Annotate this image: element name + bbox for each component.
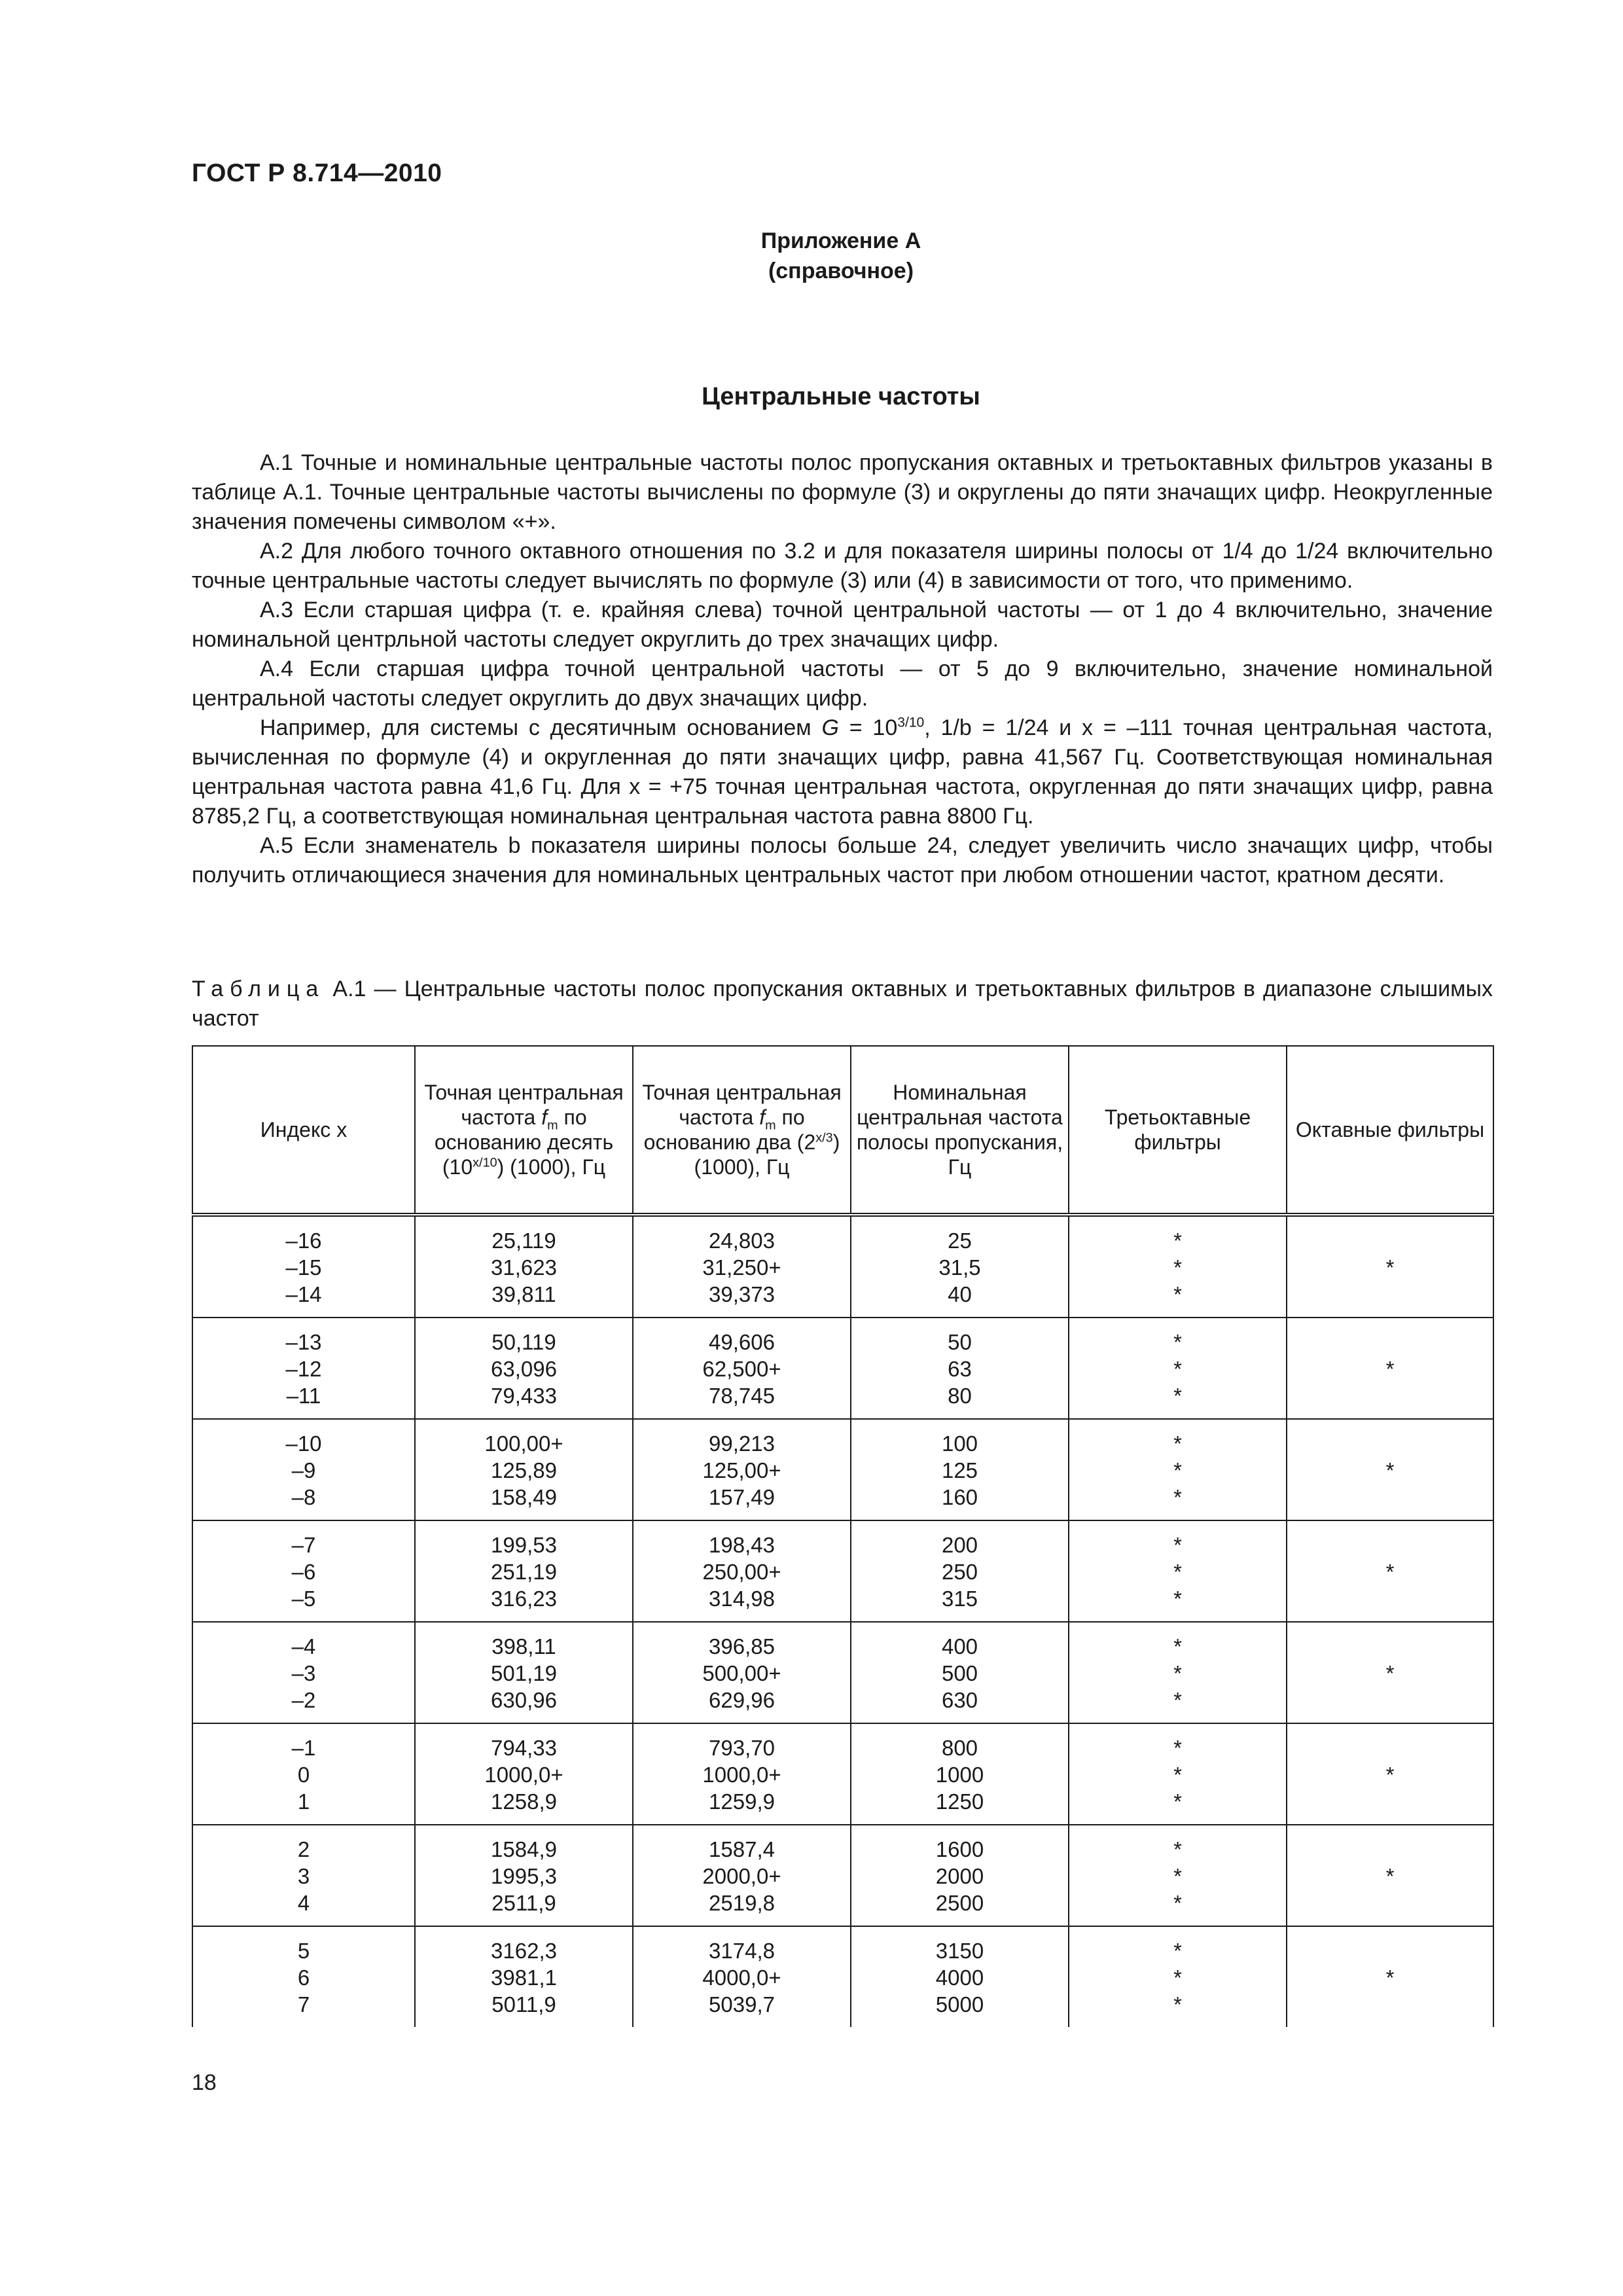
example-text-3: , 1/b = 1/24 и x = –111 точная центральная частота, вычисленная по формуле (4) и округленная до пяти значащих цифр, равна 41,567 Гц. Соответствующая номинальная центральная частота равна 41,6 Гц. Для x = +75 точная центральная частота, округленная до пяти значащих цифр, равна 8785,2 Гц, а соответствующая номинальная центральная частота равна 8800 Гц.	[192, 715, 1493, 829]
index-cell-value: –7	[291, 1533, 316, 1557]
nominal-cell-value: 3150	[935, 1939, 984, 1963]
base2-cell-value: 3174,8	[709, 1939, 775, 1963]
paragraph-a4: А.4 Если старшая цифра точной центральной частоты — от 5 до 9 включительно, значение номинальной центральной частоты следует округлить до двух значащих цифр.	[192, 656, 1493, 711]
third-octave-cell	[1069, 1419, 1287, 1520]
nominal-cell-value: 250	[941, 1560, 978, 1584]
base10-cell-value: 63,096	[491, 1357, 557, 1381]
table-row	[192, 1318, 1493, 1419]
third-octave-cell-value: *	[1173, 1587, 1182, 1611]
octave-cell: *	[1287, 1622, 1493, 1723]
base10-cell	[415, 1318, 633, 1419]
base10-cell-value: 1000,0+	[484, 1763, 563, 1787]
index-cell-value: 5	[297, 1939, 310, 1963]
index-cell-value: –12	[285, 1357, 322, 1381]
base2-cell	[633, 1419, 851, 1520]
base10-cell-value: 1995,3	[491, 1864, 557, 1888]
table-caption	[192, 975, 1493, 1033]
octave-cell: *	[1287, 1723, 1493, 1825]
nominal-cell	[851, 1825, 1069, 1926]
base2-cell-value: 793,70	[709, 1736, 775, 1760]
octave-cell: *	[1287, 1825, 1493, 1926]
third-octave-cell-value: *	[1173, 1229, 1182, 1253]
third-octave-cell-value: *	[1173, 1965, 1182, 1990]
third-octave-cell-value: *	[1173, 1864, 1182, 1888]
base10-cell	[415, 1723, 633, 1825]
base2-cell-value: 62,500+	[702, 1357, 781, 1381]
index-cell	[192, 1215, 415, 1318]
index-cell-value: –3	[291, 1661, 316, 1685]
nominal-cell	[851, 1215, 1069, 1318]
base10-cell-value: 316,23	[491, 1587, 557, 1611]
nominal-cell	[851, 1419, 1069, 1520]
index-cell-value: 0	[297, 1763, 310, 1787]
base2-cell-value: 1259,9	[709, 1789, 775, 1814]
octave-cell: *	[1287, 1520, 1493, 1622]
base2-cell-value: 314,98	[709, 1587, 775, 1611]
appendix-heading	[0, 226, 1623, 286]
third-octave-cell-value: *	[1173, 1431, 1182, 1456]
third-octave-cell-value: *	[1173, 1533, 1182, 1557]
nominal-cell-value: 125	[941, 1458, 978, 1482]
base2-cell-value: 39,373	[709, 1282, 775, 1306]
base2-cell-value: 198,43	[709, 1533, 775, 1557]
index-cell-value: 6	[297, 1965, 310, 1990]
base2-cell-value: 4000,0+	[702, 1965, 781, 1990]
nominal-cell-value: 2500	[935, 1891, 984, 1915]
nominal-cell-value: 5000	[935, 1992, 984, 2017]
third-octave-cell-value: *	[1173, 1384, 1182, 1408]
base2-cell	[633, 1318, 851, 1419]
nominal-cell-value: 50	[948, 1330, 972, 1354]
third-octave-cell-value: *	[1173, 1282, 1182, 1306]
base10-cell-value: 158,49	[491, 1485, 557, 1509]
base2-cell	[633, 1520, 851, 1622]
third-octave-cell	[1069, 1622, 1287, 1723]
frequency-table	[192, 1045, 1494, 2027]
nominal-cell-value: 2000	[935, 1864, 984, 1888]
header-nominal: Номинальная центральная частота полосы пропускания, Гц	[851, 1046, 1069, 1215]
table-header-row	[192, 1046, 1493, 1215]
nominal-cell-value: 1000	[935, 1763, 984, 1787]
nominal-cell-value: 80	[948, 1384, 972, 1408]
base10-cell-value: 1584,9	[491, 1837, 557, 1861]
nominal-cell	[851, 1318, 1069, 1419]
base10-cell	[415, 1520, 633, 1622]
third-octave-cell-value: *	[1173, 1992, 1182, 2017]
base10-cell-value: 39,811	[491, 1282, 556, 1306]
base10-cell	[415, 1215, 633, 1318]
nominal-cell-value: 800	[941, 1736, 978, 1760]
nominal-cell-value: 400	[941, 1634, 978, 1659]
index-cell	[192, 1926, 415, 2027]
base10-cell-value: 251,19	[491, 1560, 557, 1584]
base2-cell-value: 1587,4	[709, 1837, 775, 1861]
base2-cell	[633, 1622, 851, 1723]
nominal-cell-value: 100	[941, 1431, 978, 1456]
index-cell-value: 4	[297, 1891, 310, 1915]
octave-cell: *	[1287, 1419, 1493, 1520]
base2-cell-value: 396,85	[709, 1634, 775, 1659]
base10-cell-value: 2511,9	[491, 1891, 556, 1915]
third-octave-cell-value: *	[1173, 1939, 1182, 1963]
third-octave-cell-value: *	[1173, 1458, 1182, 1482]
document-code: ГОСТ Р 8.714—2010	[192, 159, 442, 187]
base2-cell-value: 629,96	[709, 1688, 775, 1712]
nominal-cell-value: 200	[941, 1533, 978, 1557]
index-cell-value: –9	[291, 1458, 316, 1482]
appendix-subtitle: (справочное)	[768, 259, 914, 283]
base10-cell-value: 1258,9	[491, 1789, 557, 1814]
third-octave-cell-value: *	[1173, 1661, 1182, 1685]
base10-cell-value: 100,00+	[484, 1431, 563, 1456]
nominal-cell	[851, 1723, 1069, 1825]
base10-cell	[415, 1622, 633, 1723]
base2-cell	[633, 1825, 851, 1926]
base2-cell-value: 24,803	[709, 1229, 775, 1253]
index-cell-value: 3	[297, 1864, 310, 1888]
index-cell	[192, 1419, 415, 1520]
third-octave-cell-value: *	[1173, 1330, 1182, 1354]
header-index: Индекс x	[192, 1046, 415, 1215]
base2-cell-value: 2000,0+	[702, 1864, 781, 1888]
third-octave-cell-value: *	[1173, 1789, 1182, 1814]
table-row	[192, 1825, 1493, 1926]
nominal-cell-value: 1600	[935, 1837, 984, 1861]
base2-cell-value: 250,00+	[702, 1560, 781, 1584]
example-symbol-g: G	[821, 715, 839, 740]
base10-cell	[415, 1419, 633, 1520]
paragraph-a5: А.5 Если знаменатель b показателя ширины полосы больше 24, следует увеличить число значащих цифр, чтобы получить отличающиеся значения для номинальных центральных частот при любом отношении частот, кратном десяти.	[192, 833, 1493, 888]
base10-cell-value: 3162,3	[491, 1939, 557, 1963]
index-cell	[192, 1520, 415, 1622]
index-cell-value: 2	[297, 1837, 310, 1861]
table-row	[192, 1419, 1493, 1520]
table-caption-text: А.1 — Центральные частоты полос пропускания октавных и третьоктавных фильтров в диапазоне слышимых частот	[192, 977, 1493, 1031]
base10-cell-value: 79,433	[491, 1384, 557, 1408]
third-octave-cell-value: *	[1173, 1891, 1182, 1915]
header-octave: Октавные фильтры	[1287, 1046, 1493, 1215]
paragraph-example	[192, 713, 1493, 831]
third-octave-cell-value: *	[1173, 1688, 1182, 1712]
index-cell-value: –4	[291, 1634, 316, 1659]
base10-cell-value: 125,89	[491, 1458, 557, 1482]
base10-cell-value: 31,623	[491, 1255, 557, 1280]
paragraph-a3: А.3 Если старшая цифра (т. е. крайняя слева) точной центральной частоты — от 1 до 4 включительно, значение номинальной центрльной частоты следует округлить до трех значащих цифр.	[192, 598, 1493, 652]
table-row	[192, 1926, 1493, 2027]
base2-cell-value: 31,250+	[702, 1255, 781, 1280]
index-cell	[192, 1825, 415, 1926]
base2-cell	[633, 1723, 851, 1825]
nominal-cell-value: 40	[948, 1282, 972, 1306]
nominal-cell-value: 31,5	[938, 1255, 981, 1280]
third-octave-cell-value: *	[1173, 1763, 1182, 1787]
base2-cell-value: 78,745	[709, 1384, 775, 1408]
index-cell-value: –11	[286, 1384, 321, 1408]
base10-cell-value: 794,33	[491, 1736, 557, 1760]
base10-cell	[415, 1825, 633, 1926]
third-octave-cell-value: *	[1173, 1357, 1182, 1381]
base2-cell-value: 2519,8	[709, 1891, 775, 1915]
base10-cell-value: 50,119	[491, 1330, 556, 1354]
nominal-cell-value: 630	[941, 1688, 978, 1712]
table-caption-label: Таблица	[192, 977, 325, 1001]
third-octave-cell	[1069, 1215, 1287, 1318]
base2-cell-value: 157,49	[709, 1485, 775, 1509]
base2-cell	[633, 1215, 851, 1318]
index-cell-value: 1	[297, 1789, 310, 1814]
base2-cell-value: 5039,7	[709, 1992, 775, 2017]
third-octave-cell-value: *	[1173, 1837, 1182, 1861]
section-title: Центральные частоты	[702, 383, 980, 410]
index-cell-value: –13	[285, 1330, 322, 1354]
paragraph-a1: А.1 Точные и номинальные центральные частоты полос пропускания октавных и третьоктавных фильтров указаны в таблице А.1. Точные центральные частоты вычислены по формуле (3) и округлены до пяти значащих цифр. Неокругленные значения помечены символом «+».	[192, 450, 1493, 534]
table-row	[192, 1215, 1493, 1318]
base2-cell	[633, 1926, 851, 2027]
third-octave-cell-value: *	[1173, 1736, 1182, 1760]
index-cell-value: 7	[297, 1992, 310, 2017]
table-row	[192, 1723, 1493, 1825]
paragraph-a2: А.2 Для любого точного октавного отношения по 3.2 и для показателя ширины полосы от 1/4 до 1/24 включительно точные центральные частоты следует вычислять по формуле (3) или (4) в зависимости от того, что применимо.	[192, 539, 1493, 593]
base2-cell-value: 49,606	[709, 1330, 775, 1354]
octave-cell: *	[1287, 1215, 1493, 1318]
nominal-cell-value: 500	[941, 1661, 978, 1685]
index-cell	[192, 1318, 415, 1419]
base10-cell-value: 5011,9	[491, 1992, 556, 2017]
base10-cell-value: 630,96	[491, 1688, 557, 1712]
body-text	[192, 448, 1493, 890]
index-cell-value: –10	[285, 1431, 322, 1456]
third-octave-cell-value: *	[1173, 1255, 1182, 1280]
page-number: 18	[192, 2070, 217, 2095]
third-octave-cell	[1069, 1318, 1287, 1419]
base10-cell-value: 25,119	[491, 1229, 556, 1253]
octave-cell: *	[1287, 1926, 1493, 2027]
third-octave-cell-value: *	[1173, 1485, 1182, 1509]
example-text-2: = 10	[838, 715, 898, 740]
third-octave-cell	[1069, 1926, 1287, 2027]
third-octave-cell	[1069, 1520, 1287, 1622]
nominal-cell-value: 160	[941, 1485, 978, 1509]
nominal-cell-value: 1250	[935, 1789, 984, 1814]
table-row	[192, 1622, 1493, 1723]
index-cell-value: –8	[291, 1485, 316, 1509]
index-cell-value: –5	[291, 1587, 316, 1611]
base2-cell-value: 1000,0+	[702, 1763, 781, 1787]
nominal-cell	[851, 1622, 1069, 1723]
table-body	[192, 1215, 1493, 2027]
third-octave-cell-value: *	[1173, 1560, 1182, 1584]
nominal-cell	[851, 1520, 1069, 1622]
index-cell	[192, 1723, 415, 1825]
base2-cell-value: 125,00+	[702, 1458, 781, 1482]
base2-cell-value: 99,213	[709, 1431, 775, 1456]
index-cell-value: –1	[291, 1736, 316, 1760]
index-cell	[192, 1622, 415, 1723]
nominal-cell	[851, 1926, 1069, 2027]
index-cell-value: –16	[285, 1229, 322, 1253]
octave-cell: *	[1287, 1318, 1493, 1419]
base10-cell-value: 398,11	[491, 1634, 556, 1659]
base10-cell-value: 501,19	[491, 1661, 557, 1685]
nominal-cell-value: 25	[948, 1229, 972, 1253]
base10-cell-value: 199,53	[491, 1533, 557, 1557]
third-octave-cell	[1069, 1825, 1287, 1926]
example-text-1: Например, для системы с десятичным основанием	[260, 715, 822, 740]
index-cell-value: –2	[291, 1688, 316, 1712]
table-row	[192, 1520, 1493, 1622]
header-third-octave: Третьоктавные фильтры	[1069, 1046, 1287, 1215]
index-cell-value: –14	[285, 1282, 322, 1306]
index-cell-value: –15	[285, 1255, 322, 1280]
header-base2: Точная центральная частота $f_m$ по основанию два $(2^{x/3})$ (1000), Гц	[633, 1046, 851, 1215]
appendix-title: Приложение А	[760, 228, 921, 253]
base10-cell-value: 3981,1	[491, 1965, 557, 1990]
nominal-cell-value: 315	[941, 1587, 978, 1611]
base2-cell-value: 500,00+	[702, 1661, 781, 1685]
header-base10: Точная центральная частота $f_m$ по основанию десять $(10^{x/10})$ (1000), Гц	[415, 1046, 633, 1215]
nominal-cell-value: 4000	[935, 1965, 984, 1990]
third-octave-cell-value: *	[1173, 1634, 1182, 1659]
nominal-cell-value: 63	[948, 1357, 972, 1381]
third-octave-cell	[1069, 1723, 1287, 1825]
index-cell-value: –6	[291, 1560, 316, 1584]
base10-cell	[415, 1926, 633, 2027]
example-exponent: 3/10	[897, 715, 925, 730]
